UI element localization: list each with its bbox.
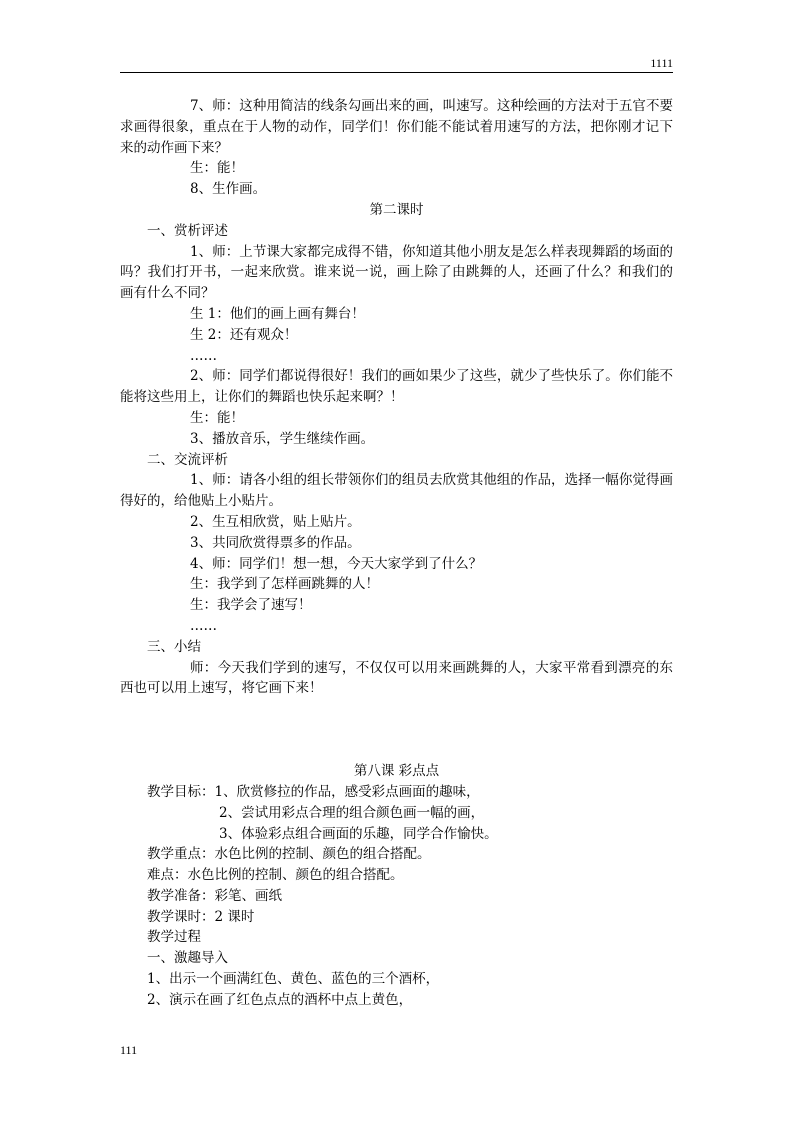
paragraph-teacher-2: 2、师：同学们都说得很好！我们的画如果少了这些，就少了些快乐了。你们能不能将这些用上，让你们的舞蹈也快乐起来啊？！	[120, 368, 673, 406]
teaching-process-heading: 教学过程	[147, 929, 201, 946]
student-reply: 生：能！	[190, 409, 244, 426]
paragraph-exchange-3: 3、共同欣赏得票多的作品。	[190, 534, 361, 551]
section-heading-appreciation: 一、赏析评述	[147, 222, 228, 239]
section-heading-summary: 三、小结	[147, 638, 201, 655]
ellipsis: ……	[190, 347, 217, 364]
paragraph-exchange-4: 4、师：同学们！想一想，今天大家学到了什么？	[190, 555, 483, 572]
student-2-reply: 生 2：还有观众！	[190, 326, 298, 343]
teaching-goal-2: 2、尝试用彩点合理的组合颜色画一幅的画，	[219, 804, 485, 821]
paragraph-summary: 师：今天我们学到的速写，不仅仅可以用来画跳舞的人，大家平常看到漂亮的东西也可以用上速写，将它画下来！	[120, 659, 673, 697]
paragraph-teacher-1: 1、师：上节课大家都完成得不错，你知道其他小朋友是怎么样表现舞蹈的场面的吗？我们打开书，一起来欣赏。谁来说一说，画上除了由跳舞的人，还画了什么？和我们的画有什么不同？	[120, 243, 673, 302]
teaching-goals-line	[120, 782, 673, 803]
section-heading-intro: 一、激趣导入	[147, 950, 228, 967]
paragraph-exchange-2: 2、生互相欣赏，贴上贴片。	[190, 513, 361, 530]
spacer	[120, 699, 673, 761]
ellipsis: ……	[190, 617, 217, 634]
teaching-goal-1: 1、欣赏修拉的作品，感受彩点画面的趣味，	[214, 783, 480, 800]
teaching-goals-label: 教学目标：	[147, 783, 215, 800]
paragraph-teacher-7: 7、师：这种用简洁的线条勾画出来的画，叫速写。这种绘画的方法对于五官不要求画得很象，重点在于人物的动作，同学们！你们能不能试着用速写的方法，把你刚才记下来的动作画下来？	[120, 98, 673, 156]
teaching-goal-3: 3、体验彩点组合画面的乐趣，同学合作愉快。	[219, 825, 498, 842]
paragraph-step-8: 8、生作画。	[190, 181, 267, 198]
document-body	[120, 96, 673, 1011]
student-reply: 生：能！	[190, 160, 244, 177]
teaching-key-point: 教学重点：水色比例的控制、颜色的组合搭配。	[147, 846, 431, 863]
teaching-hours: 教学课时：2 课时	[147, 908, 255, 925]
student-answer-2: 生：我学会了速写！	[190, 597, 312, 614]
student-1-reply: 生 1：他们的画上画有舞台！	[190, 305, 365, 322]
header-page-number: 1111	[650, 56, 673, 70]
intro-step-1: 1、出示一个画满红色、黄色、蓝色的三个酒杯，	[147, 971, 440, 988]
paragraph-step-3: 3、播放音乐，学生继续作画。	[190, 430, 375, 447]
student-answer-1: 生：我学到了怎样画跳舞的人！	[190, 576, 379, 593]
footer-page-number: 111	[120, 1043, 138, 1057]
paragraph-exchange-1: 1、师：请各小组的组长带领你们的组员去欣赏其他组的作品，选择一幅你觉得画得好的，给他贴上小贴片。	[120, 472, 673, 510]
lesson-section-title: 第二课时	[369, 201, 424, 218]
header-rule	[120, 72, 673, 73]
teaching-preparation: 教学准备：彩笔、画纸	[147, 887, 282, 904]
intro-step-2: 2、演示在画了红色点点的酒杯中点上黄色，	[147, 991, 413, 1008]
section-heading-exchange: 二、交流评析	[147, 451, 228, 468]
lesson-title: 第八课 彩点点	[353, 763, 440, 780]
teaching-difficulty: 难点：水色比例的控制、颜色的组合搭配。	[147, 867, 404, 884]
